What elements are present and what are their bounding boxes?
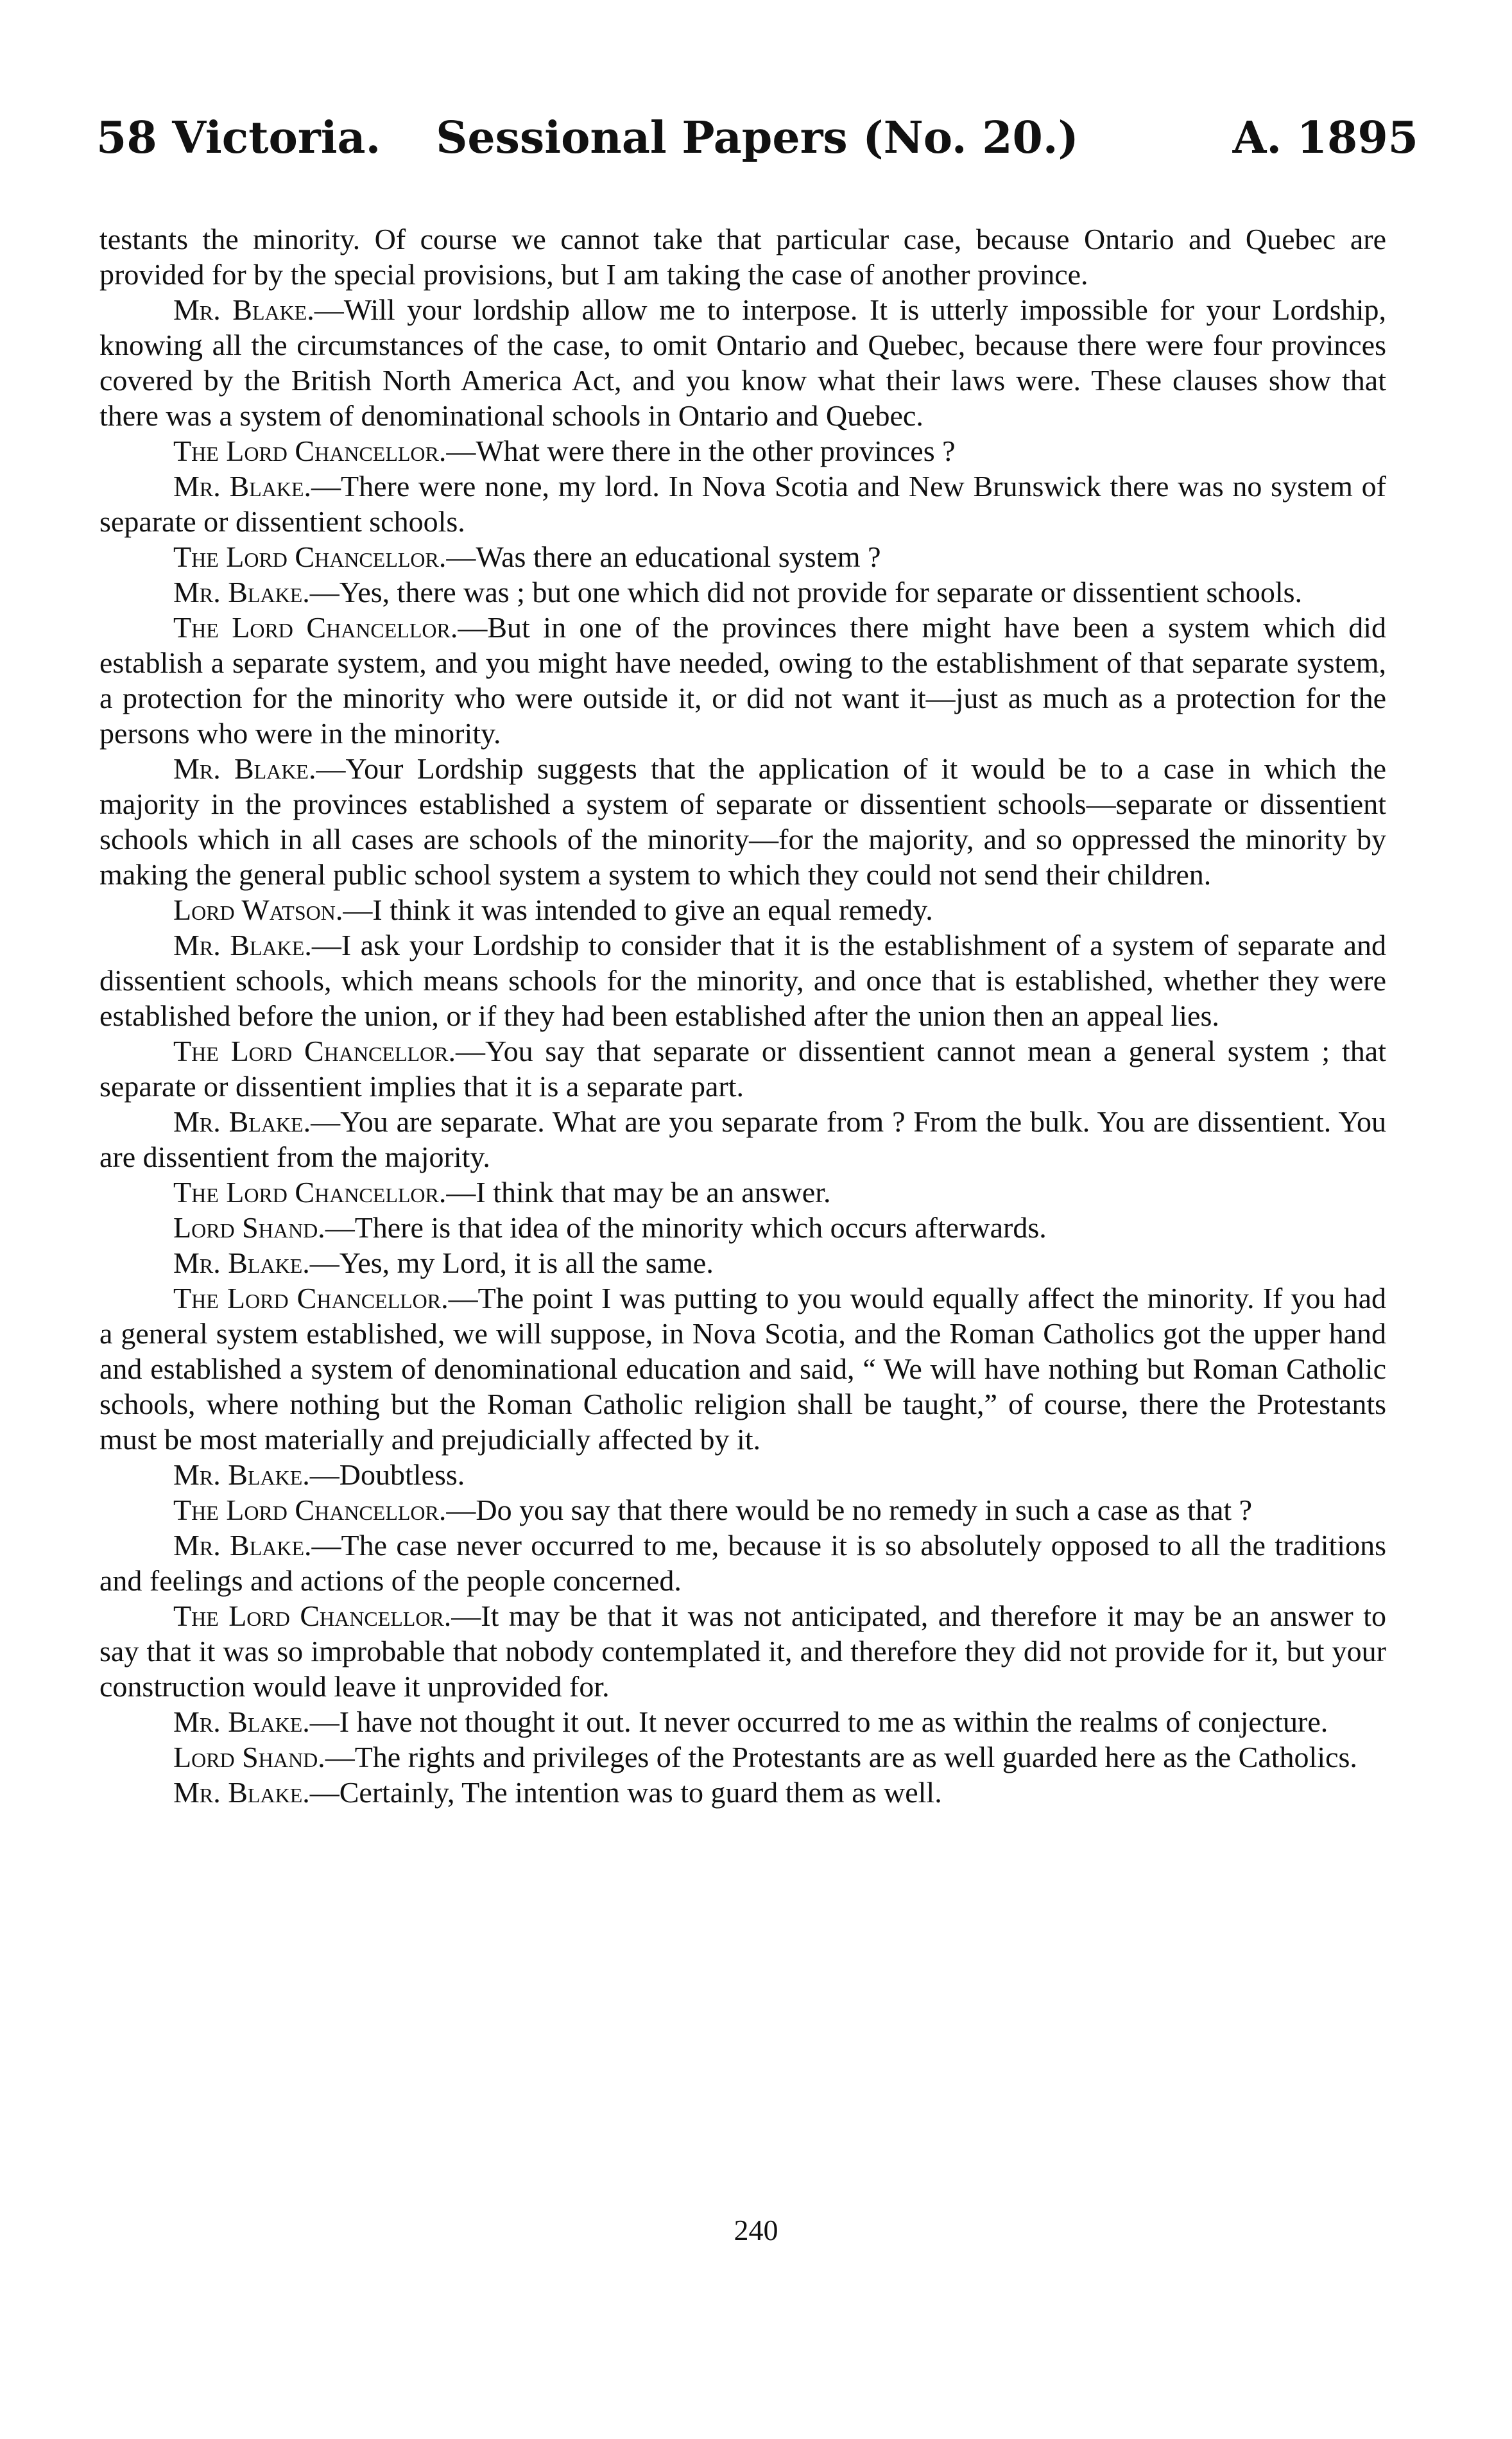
speech-text: —I think that may be an answer. <box>446 1176 831 1209</box>
transcript-paragraph <box>99 433 1386 469</box>
speech-text: testants the minority. Of course we cannot take that particular case, because Ontario and Quebec are provided for by the special provisions, but I am taking the case of another province. <box>99 223 1386 291</box>
transcript-paragraph <box>99 610 1386 751</box>
speech-text: —I ask your Lordship to consider that it is the establishment of a system of separate and dissentient schools, which means schools for the minority, and once that is established, whether they were established before the union, or if they had been established after the union then an appeal lies. <box>99 929 1386 1032</box>
speech-text: —Certainly, The intention was to guard them as well. <box>309 1776 942 1809</box>
speaker-name: Mr. Blake. <box>173 1458 310 1491</box>
transcript-paragraph <box>99 539 1386 574</box>
transcript-paragraph <box>99 1739 1386 1775</box>
speaker-name: Mr. Blake. <box>173 470 311 503</box>
speaker-name: The Lord Chancellor. <box>173 540 447 573</box>
speech-text: —I think it was intended to give an equal remedy. <box>343 893 933 926</box>
speech-text: —Will your lordship allow me to interpose. It is utterly impossible for your Lordship, knowing all the circumstances of the case, to omit Ontario and Quebec, because there were four provinces covered by the British North America Act, and you know what their laws were. These clauses show that there was a system of denominational schools in Ontario and Quebec. <box>99 293 1386 432</box>
header-session: 58 Victoria. <box>96 112 381 164</box>
speaker-name: Lord Shand. <box>173 1211 325 1244</box>
transcript-body <box>99 221 1386 1810</box>
transcript-paragraph <box>99 1492 1386 1528</box>
transcript-paragraph <box>99 1210 1386 1245</box>
transcript-paragraph <box>99 1175 1386 1210</box>
transcript-paragraph <box>99 221 1386 292</box>
transcript-paragraph <box>99 1280 1386 1457</box>
speaker-name: The Lord Chancellor. <box>173 1599 452 1632</box>
speaker-name: The Lord Chancellor. <box>173 1494 447 1526</box>
transcript-paragraph <box>99 1528 1386 1598</box>
speech-text: —But in one of the provinces there might have been a system which did establish a separate system, and you might have needed, owing to the establishment of that separate system, a protection for the minority who were outside it, or did not want it—just as much as a protection for the persons who were in the minority. <box>99 611 1386 750</box>
speech-text: —The case never occurred to me, because it is so absolutely opposed to all the traditions and feelings and actions of the people concerned. <box>99 1529 1386 1597</box>
speech-text: —Was there an educational system ? <box>446 540 881 573</box>
transcript-paragraph <box>99 927 1386 1033</box>
transcript-paragraph <box>99 1104 1386 1175</box>
transcript-paragraph <box>99 1457 1386 1492</box>
transcript-paragraph <box>99 574 1386 610</box>
transcript-paragraph <box>99 469 1386 539</box>
transcript-paragraph <box>99 292 1386 433</box>
transcript-paragraph <box>99 1704 1386 1739</box>
transcript-paragraph <box>99 1245 1386 1280</box>
speech-text: —Yes, my Lord, it is all the same. <box>309 1246 714 1279</box>
speaker-name: Lord Watson. <box>173 893 343 926</box>
speaker-name: Mr. Blake. <box>173 1246 310 1279</box>
speaker-name: Mr. Blake. <box>173 1705 310 1738</box>
transcript-paragraph <box>99 892 1386 927</box>
transcript-paragraph <box>99 1775 1386 1810</box>
transcript-paragraph <box>99 1598 1386 1704</box>
speech-text: —The point I was putting to you would equally affect the minority. If you had a general system established, we will suppose, in Nova Scotia, and the Roman Catholics got the upper hand and established a system of denominational education and said, “ We will have nothing but Roman Catholic schools, where nothing but the Roman Catholic religion shall be taught,” of course, there the Protestants must be most materially and prejudicially affected by it. <box>99 1282 1386 1456</box>
header-title: Sessional Papers (No. 20.) <box>436 112 1079 164</box>
transcript-paragraph <box>99 1033 1386 1104</box>
speech-text: —Doubtless. <box>309 1458 465 1491</box>
speech-text: —There is that idea of the minority which occurs afterwards. <box>325 1211 1047 1244</box>
speech-text: —It may be that it was not anticipated, and therefore it may be an answer to say that it was so improbable that nobody contemplated it, and therefore they did not provide for it, but your construction would leave it unprovided for. <box>99 1599 1386 1703</box>
speaker-name: The Lord Chancellor. <box>173 1282 449 1314</box>
speaker-name: Mr. Blake. <box>173 293 314 326</box>
speech-text: —Yes, there was ; but one which did not provide for separate or dissentient schools. <box>309 576 1303 608</box>
speech-text: —Your Lordship suggests that the application of it would be to a case in which the majority in the provinces established a system of separate or dissentient schools—separate or dissentient schools which in all cases are schools of the minority—for the majority, and so oppressed the minority by making the general public school system a system to which they could not send their children. <box>99 752 1386 891</box>
speaker-name: Mr. Blake. <box>173 1776 310 1809</box>
speech-text: —You say that separate or dissentient cannot mean a general system ; that separate or dissentient implies that it is a separate part. <box>99 1035 1386 1103</box>
speaker-name: Mr. Blake. <box>173 1529 312 1562</box>
speech-text: —I have not thought it out. It never occurred to me as within the realms of conjecture. <box>309 1705 1328 1738</box>
speaker-name: Mr. Blake. <box>173 1105 311 1138</box>
speaker-name: Mr. Blake. <box>173 752 316 785</box>
speaker-name: The Lord Chancellor. <box>173 611 458 644</box>
speech-text: —Do you say that there would be no remedy in such a case as that ? <box>446 1494 1253 1526</box>
speaker-name: Lord Shand. <box>173 1741 325 1773</box>
speech-text: —You are separate. What are you separate from ? From the bulk. You are dissentient. You are dissentient from the majority. <box>99 1105 1386 1173</box>
speech-text: —The rights and privileges of the Protestants are as well guarded here as the Catholics. <box>325 1741 1357 1773</box>
speaker-name: The Lord Chancellor. <box>173 435 447 467</box>
speaker-name: The Lord Chancellor. <box>173 1176 447 1209</box>
transcript-paragraph <box>99 751 1386 892</box>
page-header <box>96 112 1418 183</box>
header-year: A. 1895 <box>1232 112 1418 164</box>
speaker-name: The Lord Chancellor. <box>173 1035 456 1067</box>
speech-text: —There were none, my lord. In Nova Scotia and New Brunswick there was no system of separate or dissentient schools. <box>99 470 1386 538</box>
speaker-name: Mr. Blake. <box>173 929 312 961</box>
page-number: 240 <box>734 2214 778 2246</box>
page-footer <box>0 2213 1512 2247</box>
speaker-name: Mr. Blake. <box>173 576 310 608</box>
speech-text: —What were there in the other provinces ? <box>446 435 956 467</box>
